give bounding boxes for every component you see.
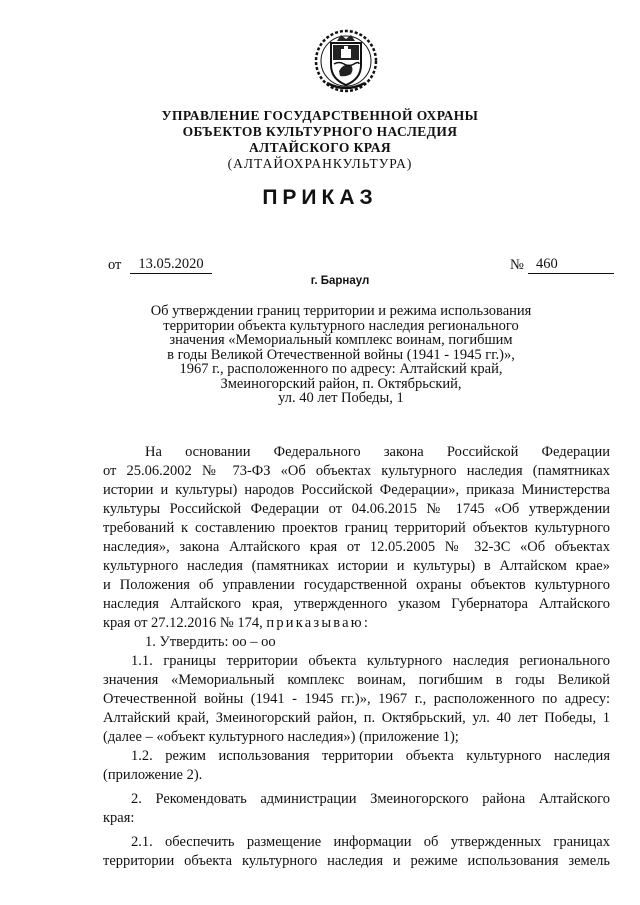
item-1-1-line: Отечественной войны (1941 - 1945 гг.)», 1967 г., расположенного по адресу: [103,691,610,707]
title-line: Змеиногорский район, п. Октябрьский, [220,375,462,392]
agency-abbreviation: (АЛТАЙОХРАНКУЛЬТУРА) [227,156,413,171]
date-prefix: от [108,257,122,273]
agency-name-line-3: АЛТАЙСКОГО КРАЯ [248,140,392,155]
item-2-line: края: [103,810,135,826]
item-2-line: 2. Рекомендовать администрации Змеиногорского района Алтайского [131,791,610,807]
body-line: и Положения об управлении государственной охраны объектов культурного [103,577,610,593]
item-1-1-line: 1.1. границы территории объекта культурного наследия регионального [131,653,610,669]
agency-name-line-2: ОБЪЕКТОВ КУЛЬТУРНОГО НАСЛЕДИЯ [182,124,458,139]
body-text: края от 27.12.2016 № 174, [103,615,263,631]
body-line: культурного наследия (памятниках истории и культуры) в Алтайском крае» [103,558,610,574]
body-line [103,615,610,632]
body-line: от 25.06.2002 № 73-ФЗ «Об объектах культурного наследия (памятниках [103,463,610,479]
number-prefix: № [510,257,524,273]
agency-name-line-1: УПРАВЛЕНИЕ ГОСУДАРСТВЕННОЙ ОХРАНЫ [161,108,479,123]
title-line: территории объекта культурного наследия регионального [163,317,519,334]
body-line: наследия», закона Алтайского края от 12.05.2005 № 32-ЗС «Об объектах [103,539,610,555]
coat-of-arms-emblem [313,27,379,93]
city-name: г. Барнаул [310,275,370,287]
item-1-1-line: Алтайский край, Змеиногорский район, п. Октябрьский, ул. 40 лет Победы, 1 [103,710,610,726]
item-1-1-line: значения «Мемориальный комплекс воинам, погибшим в годы Великой [103,672,610,688]
item-1-2-line: (приложение 2). [103,767,203,783]
body-line: требований к составлению проектов границ территорий объектов культурного [103,520,610,536]
title-line: 1967 г., расположенного по адресу: Алтайский край, [179,361,503,377]
body-line: истории и культуры) народов Российской Федерации», приказа Министерства [103,482,610,498]
title-line: в годы Великой Отечественной войны (1941 - 1945 гг.)», [167,346,515,363]
body-line: культуры Российской Федерации от 04.06.2015 № 1745 «Об утверждении [103,501,610,517]
title-line: значения «Мемориальный комплекс воинам, погибшим [169,332,513,348]
order-date: 13.05.2020 [130,255,212,274]
body-line: На основании Федерального закона Российской Федерации [145,444,610,460]
item-1-1-line: (далее – «объект культурного наследия») (приложение 1); [103,729,459,745]
item-2-1-line: 2.1. обеспечить размещение информации об утвержденных границах [131,834,610,850]
order-directive: приказываю: [266,615,371,631]
item-1-2-line: 1.2. режим использования территории объекта культурного наследия [131,748,610,764]
order-title [132,304,550,406]
title-line: Об утверждении границ территории и режима использования [150,303,532,319]
document-type-heading: ПРИКАЗ [262,186,378,209]
order-number: 460 [528,255,614,274]
item-1: 1. Утвердить: оо – оо [145,634,276,650]
body-line: наследия Алтайского края, утвержденного указом Губернатора Алтайского [103,596,610,612]
item-2-1-line: территории объекта культурного наследия и режиме использования земель [103,853,610,869]
title-line: ул. 40 лет Победы, 1 [278,390,404,406]
